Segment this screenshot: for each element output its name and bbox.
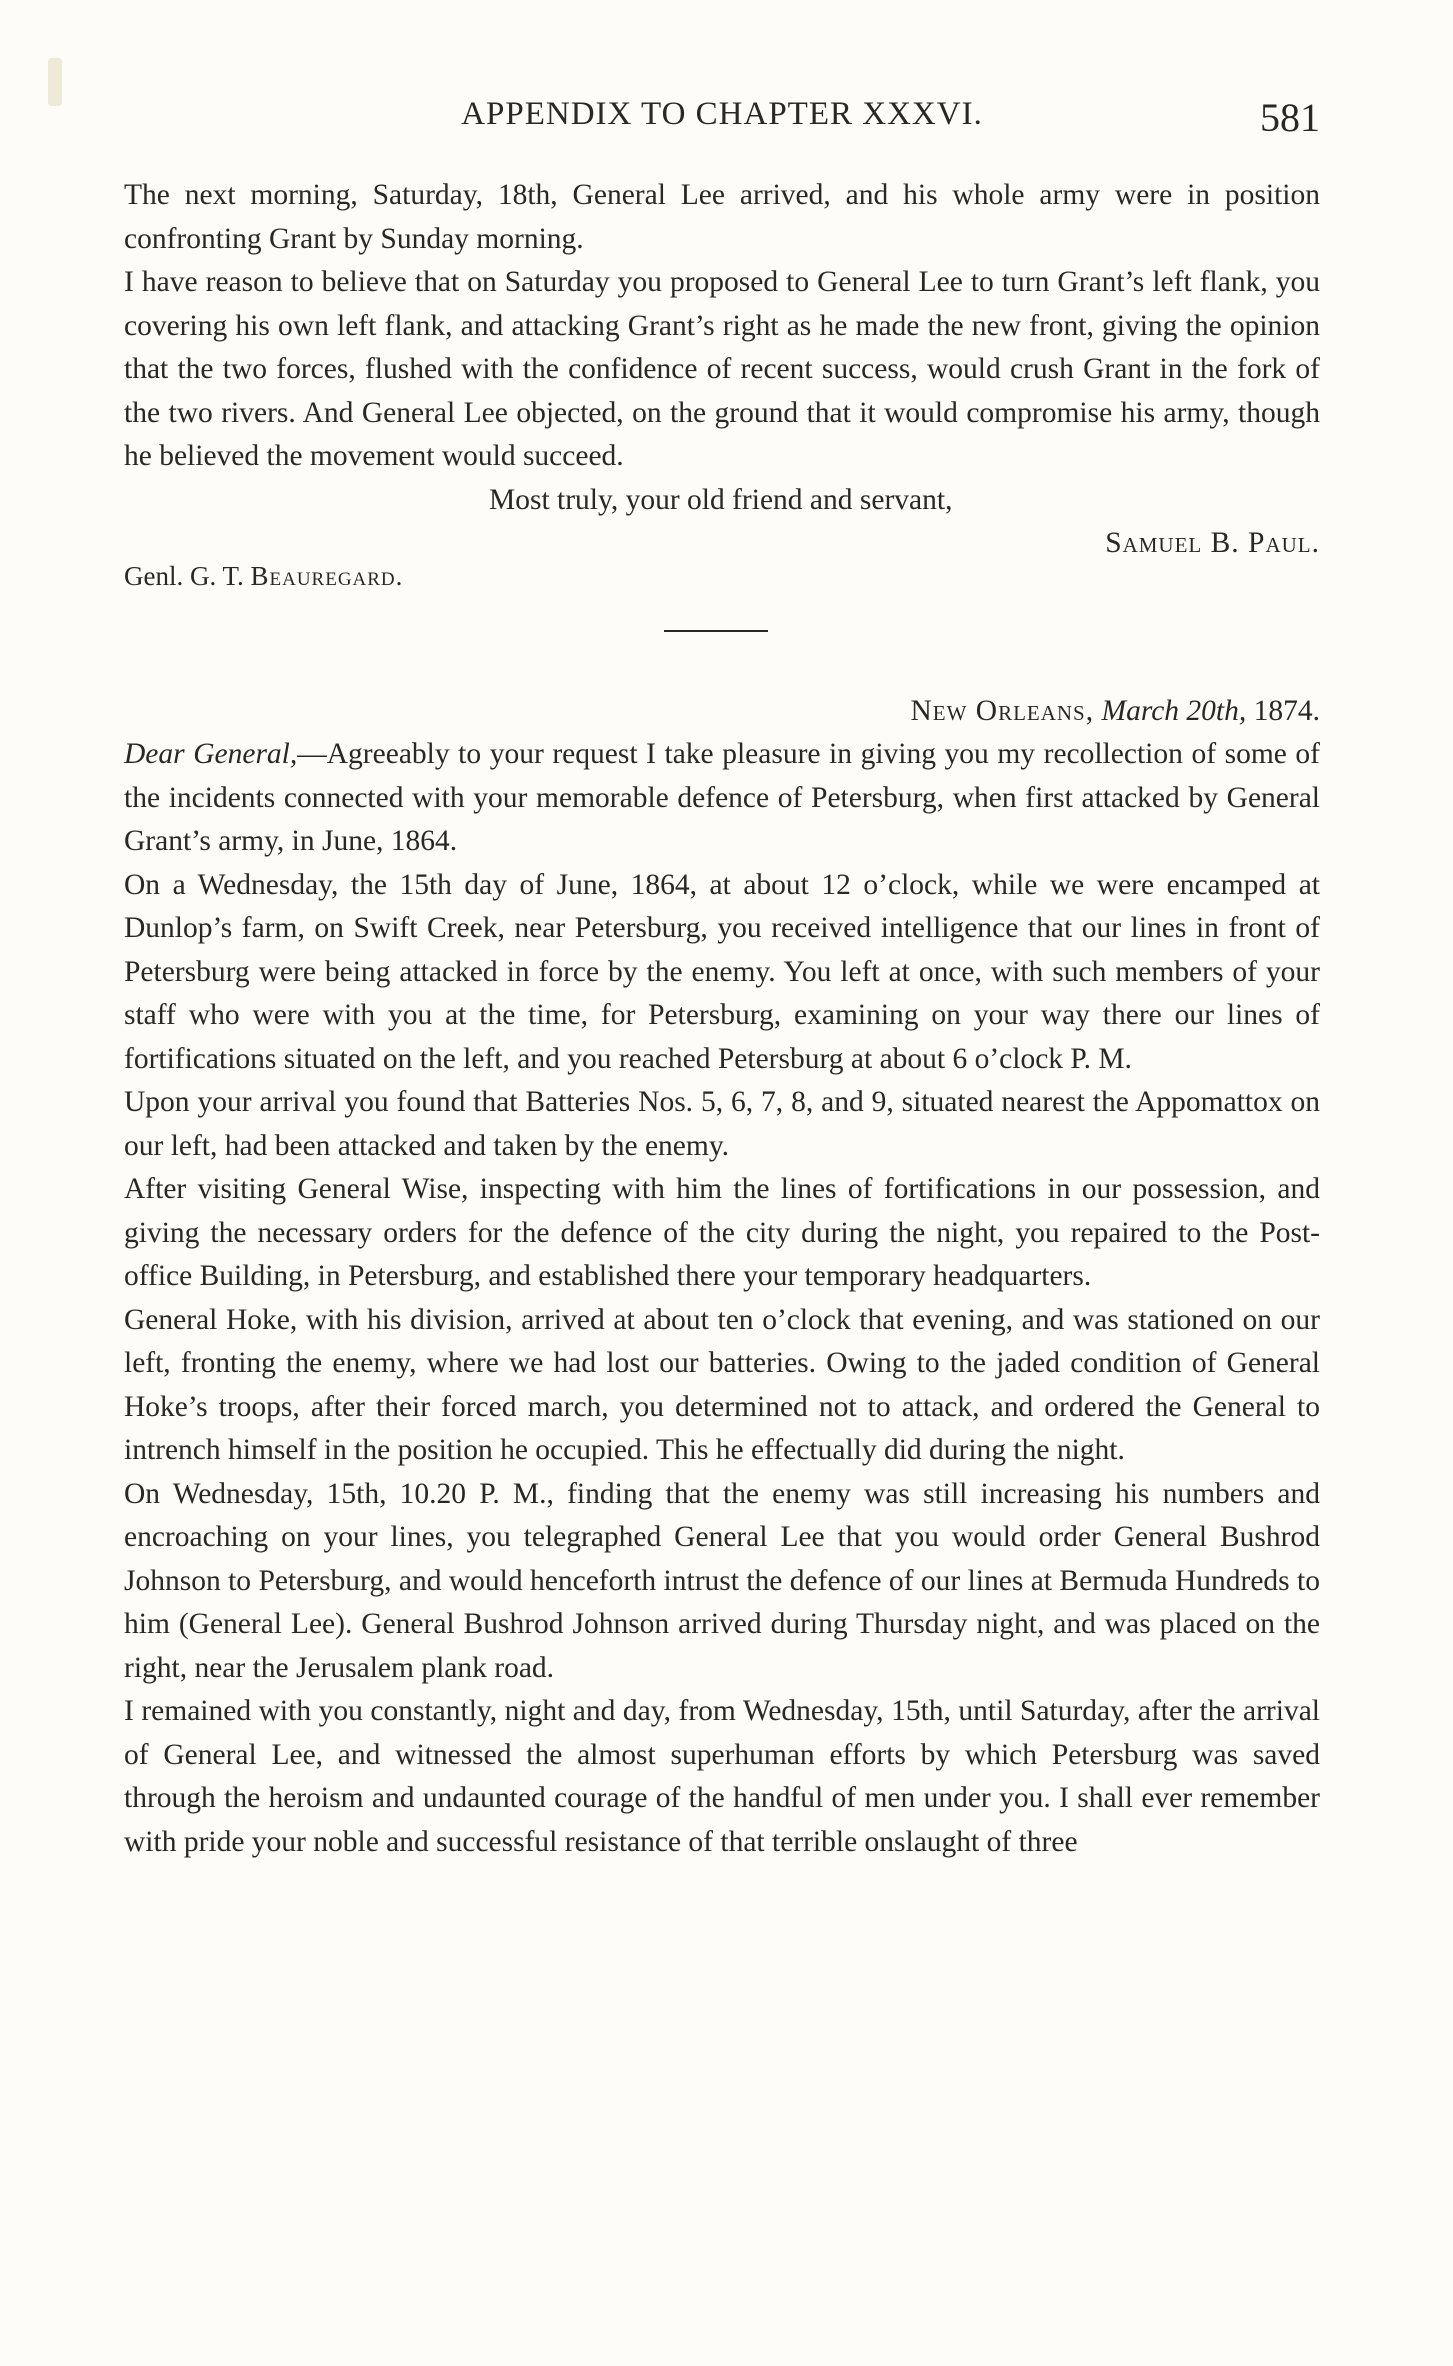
letter-dateline	[124, 690, 1320, 734]
letter-signature: Samuel B. Paul.	[1105, 527, 1320, 559]
page-header	[124, 86, 1320, 142]
dateline-date: March 20th,	[1101, 694, 1247, 727]
letter-paul	[124, 174, 1320, 594]
letter-salutation: Dear General,	[124, 738, 298, 770]
paragraph: On Wednesday, 15th, 10.20 P. M., finding that the enemy was still increasing his numbers and encroaching on your lines, you telegraphed General Lee that you would order General Bushrod Johnson to Petersburg, and would henceforth intrust the defence of our lines at Bermuda Hundreds to him (General Lee). General Bushrod Johnson arrived during Thursday night, and was placed on the right, near the Jerusalem plank road.	[124, 1477, 1320, 1684]
dateline-place: New Orleans,	[910, 694, 1095, 727]
page-edge-stain	[48, 58, 62, 106]
paragraph: On a Wednesday, the 15th day of June, 1864, at about 12 o’clock, while we were encamped at Dunlop’s farm, on Swift Creek, near Petersburg, you received intelligence that our lines in front of Petersburg were being attacked in force by the enemy. You left at once, with such members of your staff who were with you at the time, for Petersburg, examining on your way there our lines of fortifications situated on the left, and you reached Petersburg at about 6 o’clock P. M.	[124, 868, 1320, 1075]
addressee-name: Beauregard.	[250, 560, 404, 591]
running-head: APPENDIX TO CHAPTER XXXVI.	[461, 96, 983, 132]
book-page	[124, 86, 1320, 1864]
paragraph: Upon your arrival you found that Batteries Nos. 5, 6, 7, 8, and 9, situated nearest the Appomattox on our left, had been attacked and taken by the enemy.	[124, 1086, 1320, 1162]
section-divider	[664, 630, 768, 632]
page-number: 581	[1260, 95, 1320, 140]
addressee-prefix: Genl. G. T.	[124, 560, 244, 591]
letter-new-orleans	[124, 690, 1320, 1865]
paragraph: After visiting General Wise, inspecting with him the lines of fortifications in our possession, and giving the necessary orders for the defence of the city during the night, you repaired to the Post-office Building, in Petersburg, and established there your temporary headquarters.	[124, 1173, 1320, 1292]
paragraph	[124, 733, 1320, 864]
paragraph: I have reason to believe that on Saturday you proposed to General Lee to turn Grant’s left flank, you covering his own left flank, and attacking Grant’s right as he made the new front, giving the opinion that the two forces, flushed with the confidence of recent success, would crush Grant in the fork of the two rivers. And General Lee objected, on the ground that it would compromise his army, though he believed the movement would succeed.	[124, 266, 1320, 472]
paragraph: The next morning, Saturday, 18th, General Lee arrived, and his whole army were in position confronting Grant by Sunday morning.	[124, 179, 1320, 255]
letter-closing: Most truly, your old friend and servant,	[489, 483, 953, 516]
paragraph: I remained with you constantly, night and day, from Wednesday, 15th, until Saturday, after the arrival of General Lee, and witnessed the almost superhuman efforts by which Petersburg was saved through the heroism and undaunted courage of the handful of men under you. I shall ever remember with pride your noble and successful resistance of that terrible onslaught of three	[124, 1695, 1320, 1858]
paragraph-text: —Agreeably to your request I take pleasure in giving you my recollection of some of the incidents connected with your memorable defence of Petersburg, when first attacked by General Grant’s army, in June, 1864.	[124, 738, 1321, 857]
paragraph: General Hoke, with his division, arrived at about ten o’clock that evening, and was stationed on our left, fronting the enemy, where we had lost our batteries. Owing to the jaded condition of General Hoke’s troops, after their forced march, you determined not to attack, and ordered the General to intrench himself in the position he occupied. This he effectually did during the night.	[124, 1303, 1320, 1466]
dateline-year: 1874.	[1253, 694, 1320, 727]
